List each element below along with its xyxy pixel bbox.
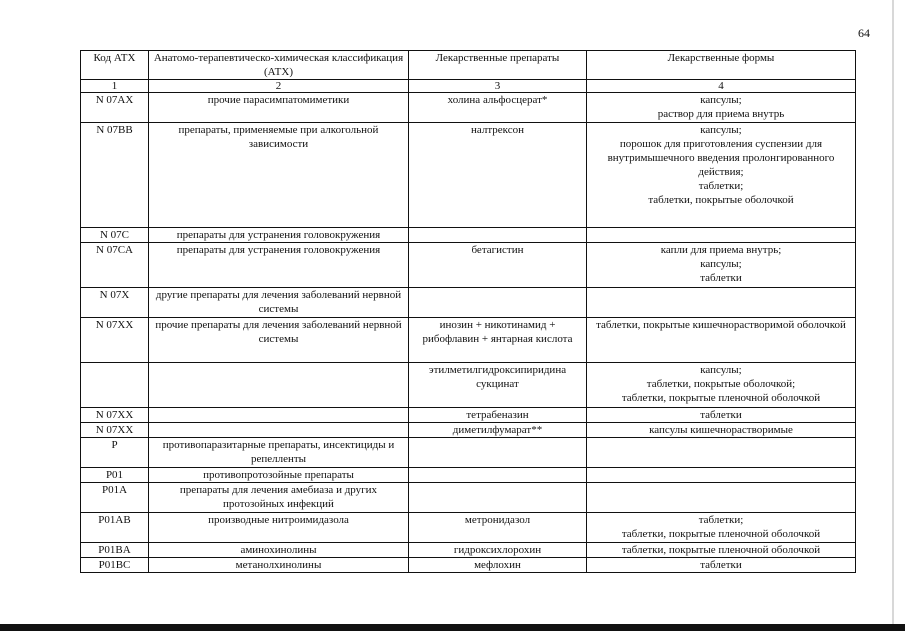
cell-atc-classification: противопротозойные препараты bbox=[149, 468, 409, 483]
cell-atc-classification: прочие препараты для лечения заболеваний нервной системы bbox=[149, 318, 409, 363]
column-number: 2 bbox=[149, 80, 409, 93]
cell-drug: холина альфосцерат* bbox=[409, 93, 587, 123]
table-row bbox=[81, 318, 856, 363]
table-row bbox=[81, 543, 856, 558]
cell-drug bbox=[409, 438, 587, 468]
cell-dosage-forms: капсулы; таблетки, покрытые оболочкой; таблетки, покрытые пленочной оболочкой bbox=[587, 363, 856, 408]
cell-atc-code: P01 bbox=[81, 468, 149, 483]
cell-atc-classification: метанолхинолины bbox=[149, 558, 409, 573]
table-row bbox=[81, 423, 856, 438]
column-number: 4 bbox=[587, 80, 856, 93]
cell-drug bbox=[409, 468, 587, 483]
scan-bottom-border bbox=[0, 624, 905, 631]
table-body bbox=[81, 93, 856, 573]
cell-atc-code: P01A bbox=[81, 483, 149, 513]
cell-atc-code: N 07BB bbox=[81, 123, 149, 228]
table-row bbox=[81, 243, 856, 288]
cell-drug bbox=[409, 228, 587, 243]
cell-atc-classification: препараты для устранения головокружения bbox=[149, 228, 409, 243]
cell-dosage-forms: таблетки, покрытые пленочной оболочкой bbox=[587, 543, 856, 558]
cell-drug bbox=[409, 483, 587, 513]
table-row bbox=[81, 483, 856, 513]
cell-drug: мефлохин bbox=[409, 558, 587, 573]
cell-atc-classification: производные нитроимидазола bbox=[149, 513, 409, 543]
cell-drug: налтрексон bbox=[409, 123, 587, 228]
column-number-row bbox=[81, 80, 856, 93]
table-row bbox=[81, 513, 856, 543]
cell-atc-classification bbox=[149, 363, 409, 408]
cell-dosage-forms: таблетки bbox=[587, 408, 856, 423]
header-atc-code: Код АТХ bbox=[81, 51, 149, 80]
cell-atc-classification bbox=[149, 408, 409, 423]
cell-dosage-forms bbox=[587, 228, 856, 243]
cell-dosage-forms: таблетки, покрытые кишечнорастворимой оболочкой bbox=[587, 318, 856, 363]
page-number: 64 bbox=[858, 26, 870, 40]
cell-dosage-forms: капли для приема внутрь; капсулы; таблетки bbox=[587, 243, 856, 288]
cell-atc-code: N 07AX bbox=[81, 93, 149, 123]
cell-dosage-forms bbox=[587, 438, 856, 468]
cell-atc-code: N 07XX bbox=[81, 318, 149, 363]
cell-drug: этилметилгидроксипиридина сукцинат bbox=[409, 363, 587, 408]
table-row bbox=[81, 228, 856, 243]
cell-atc-classification: препараты, применяемые при алкогольной зависимости bbox=[149, 123, 409, 228]
cell-dosage-forms bbox=[587, 468, 856, 483]
header-atc-classification: Анатомо-терапевтическо-химическая классификация (АТХ) bbox=[149, 51, 409, 80]
cell-atc-code: N 07X bbox=[81, 288, 149, 318]
cell-atc-code: N 07XX bbox=[81, 408, 149, 423]
cell-atc-code: N 07C bbox=[81, 228, 149, 243]
cell-atc-code: N 07XX bbox=[81, 423, 149, 438]
cell-atc-classification: другие препараты для лечения заболеваний нервной системы bbox=[149, 288, 409, 318]
table-row bbox=[81, 558, 856, 573]
header-drugs: Лекарственные препараты bbox=[409, 51, 587, 80]
cell-dosage-forms: капсулы кишечнорастворимые bbox=[587, 423, 856, 438]
cell-dosage-forms: таблетки bbox=[587, 558, 856, 573]
table-row bbox=[81, 363, 856, 408]
cell-atc-classification: препараты для лечения амебиаза и других протозойных инфекций bbox=[149, 483, 409, 513]
cell-drug: гидроксихлорохин bbox=[409, 543, 587, 558]
scan-edge-shadow bbox=[892, 0, 894, 630]
cell-drug: диметилфумарат** bbox=[409, 423, 587, 438]
column-number: 3 bbox=[409, 80, 587, 93]
cell-atc-classification: противопаразитарные препараты, инсектициды и репелленты bbox=[149, 438, 409, 468]
table-row bbox=[81, 123, 856, 228]
cell-dosage-forms: таблетки; таблетки, покрытые пленочной оболочкой bbox=[587, 513, 856, 543]
table-row bbox=[81, 288, 856, 318]
cell-atc-code: N 07CA bbox=[81, 243, 149, 288]
cell-drug: бетагистин bbox=[409, 243, 587, 288]
header-dosage-forms: Лекарственные формы bbox=[587, 51, 856, 80]
table-row bbox=[81, 438, 856, 468]
cell-atc-classification: аминохинолины bbox=[149, 543, 409, 558]
table-row bbox=[81, 468, 856, 483]
cell-atc-classification: прочие парасимпатомиметики bbox=[149, 93, 409, 123]
cell-drug: метронидазол bbox=[409, 513, 587, 543]
cell-dosage-forms bbox=[587, 483, 856, 513]
cell-atc-code: P01BA bbox=[81, 543, 149, 558]
atc-drug-table bbox=[80, 50, 856, 573]
cell-dosage-forms: капсулы; раствор для приема внутрь bbox=[587, 93, 856, 123]
cell-dosage-forms: капсулы; порошок для приготовления суспензии для внутримышечного введения пролонгированного действия; таблетки; таблетки, покрытые оболочкой bbox=[587, 123, 856, 228]
cell-atc-code: P01BC bbox=[81, 558, 149, 573]
cell-dosage-forms bbox=[587, 288, 856, 318]
cell-drug: инозин + никотинамид + рибофлавин + янтарная кислота bbox=[409, 318, 587, 363]
table-header-row bbox=[81, 51, 856, 80]
cell-atc-classification bbox=[149, 423, 409, 438]
cell-atc-code bbox=[81, 363, 149, 408]
cell-drug bbox=[409, 288, 587, 318]
column-number: 1 bbox=[81, 80, 149, 93]
cell-atc-code: P01AB bbox=[81, 513, 149, 543]
cell-drug: тетрабеназин bbox=[409, 408, 587, 423]
table-row bbox=[81, 93, 856, 123]
cell-atc-classification: препараты для устранения головокружения bbox=[149, 243, 409, 288]
cell-atc-code: P bbox=[81, 438, 149, 468]
table-row bbox=[81, 408, 856, 423]
